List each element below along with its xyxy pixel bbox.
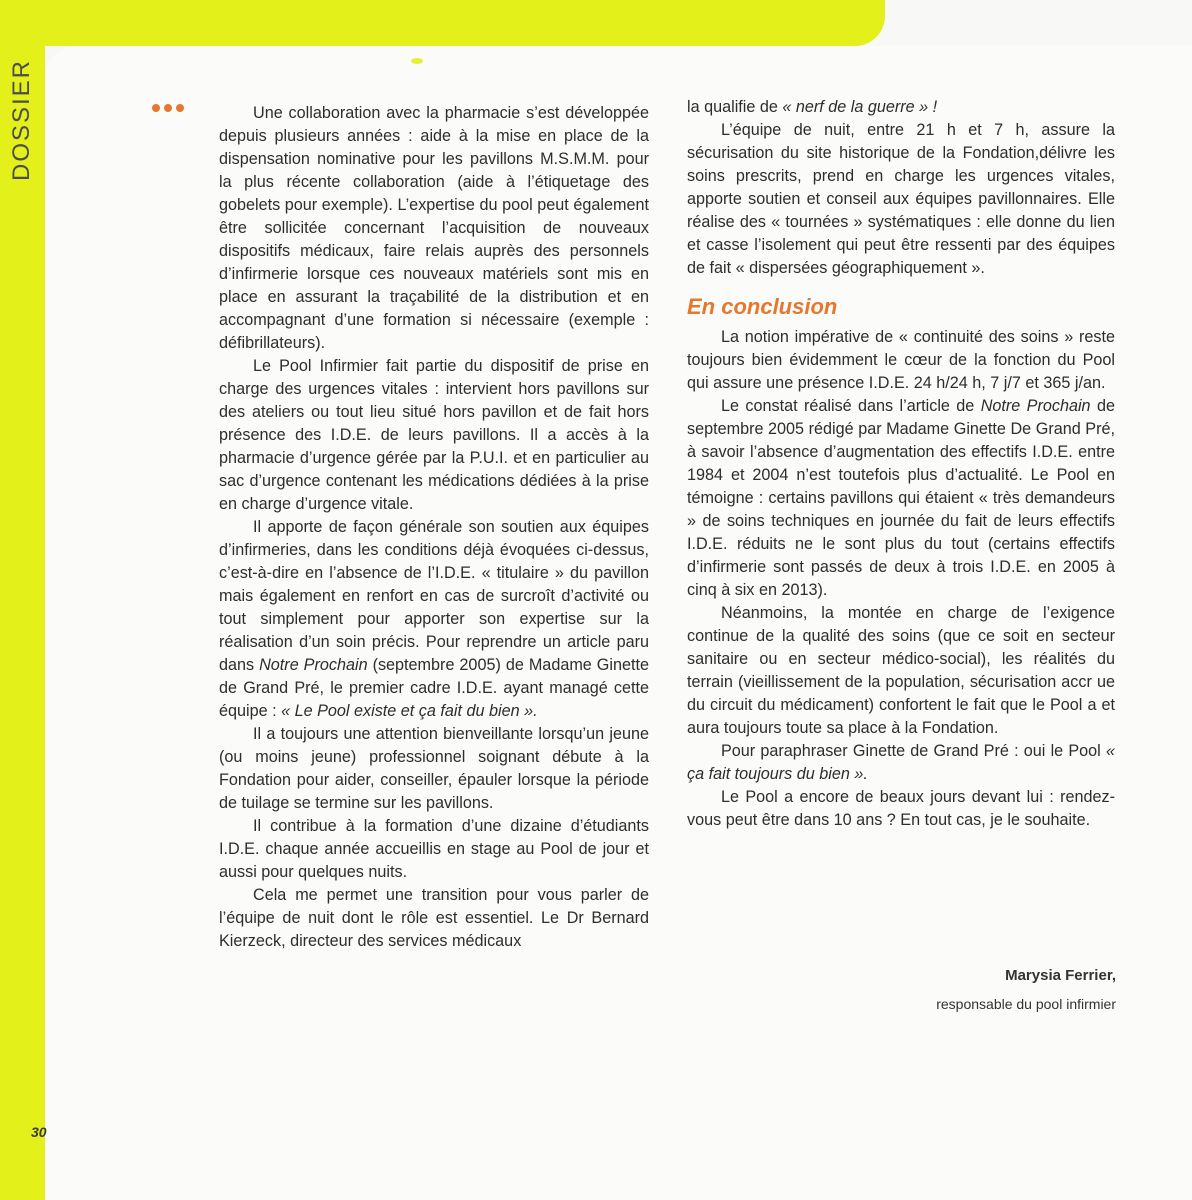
author-role: responsable du pool infirmier <box>936 996 1116 1012</box>
paragraph: Le Pool Infirmier fait partie du dispositif de prise en charge des urgences vitales : intervient hors pavillons sur des ateliers ou tout lieu situé hors pavillon et de fait hors présence des I.D.E. de leurs pavillons. Il a accès à la pharmacie d’urgence gérée par la P.U.I. et en particulier au sac d’urgence contenant les médications dédiées à la prise en charge d’urgence vitale. <box>219 357 649 513</box>
section-label-text: DOSSIER <box>8 58 35 182</box>
decorative-dot <box>411 58 423 64</box>
paragraph: Il a toujours une attention bienveillante lorsqu’un jeune (ou moins jeune) professionnel soignant débute à la Fondation pour aider, conseiller, épauler lorsque la période de tuilage se termine sur les pavillons. <box>219 725 649 812</box>
paragraph: L’équipe de nuit, entre 21 h et 7 h, assure la sécurisation du site historique de la Fondation,délivre les soins prescrits, prend en charge les urgences vitales, apporte soutien et conseil aux équipes pavillonnaires. Elle réalise des « tournées » systématiques : elle donne du lien et casse l’isolement qui peut être ressenti par des équipes de fait « dispersées géographiquement ». <box>687 121 1115 277</box>
paragraph: Néanmoins, la montée en charge de l’exigence continue de la qualité des soins (que ce soit en secteur sanitaire ou en secteur médico-social), les réalités du terrain (vieillissement de la population, sécurisation accr ue du circuit du médicament) confortent le fait que le Pool a et aura toujours toute sa place à la Fondation. <box>687 604 1115 737</box>
signature-block <box>936 965 1116 1015</box>
left-column <box>219 102 649 953</box>
page-number: 30 <box>31 1124 47 1140</box>
continuation-bullets-icon <box>152 104 184 112</box>
paragraph: Il contribue à la formation d’une dizaine d’étudiants I.D.E. chaque année accueillis en stage au Pool de jour et aussi pour quelques nuits. <box>219 817 649 881</box>
paragraph: Il apporte de façon générale son soutien aux équipes d’infirmeries, dans les conditions déjà évoquées ci-dessus, c’est-à-dire en l’absence de l’I.D.E. « titulaire » du pavillon mais également en renfort en cas de surcroît d’activité ou tout simplement pour apporter son expertise sur la réalisation d’un soin précis. Pour reprendre un article paru dans Notre Prochain (septembre 2005) de Madame Ginette de Grand Pré, le premier cadre I.D.E. ayant managé cette équipe : « Le Pool existe et ça fait du bien ». <box>219 518 649 720</box>
paragraph: Le constat réalisé dans l’article de Notre Prochain de septembre 2005 rédigé par Madame Ginette De Grand Pré, à savoir l’absence d’augmentation des effectifs I.D.E. entre 1984 et 2004 n’est toutefois plus d’actualité. Le Pool en témoigne : certains pavillons qui étaient « très demandeurs » de soins techniques en journée du fait de leurs effectifs I.D.E. réduits ne le sont plus du tout (certains effectifs d’infirmerie sont passés de deux à trois I.D.E. en 2005 à cinq à six en 2013). <box>687 397 1115 599</box>
section-label <box>2 40 42 200</box>
paragraph: La notion impérative de « continuité des soins » reste toujours bien évidemment le cœur de la fonction du Pool qui assure une présence I.D.E. 24 h/24 h, 7 j/7 et 365 j/an. <box>687 328 1115 392</box>
right-column <box>687 96 1115 832</box>
yellow-top-band <box>0 0 885 46</box>
section-heading: En conclusion <box>687 294 838 319</box>
paragraph: Une collaboration avec la pharmacie s’est développée depuis plusieurs années : aide à la mise en place de la dispensation nominative pour les pavillons M.S.M.M. pour la plus récente collaboration (aide à l’étiquetage des gobelets pour exemple). L’expertise du pool peut également être sollicitée concernant l’acquisition de nouveaux dispositifs médicaux, faire relais auprès des personnels d’infirmerie lorsque ces nouveaux matériels sont mis en place en assurant la traçabilité de la distribution et en accompagnant d’une formation si nécessaire (exemple : défibrillateurs). <box>219 104 649 352</box>
paragraph: Cela me permet une transition pour vous parler de l’équipe de nuit dont le rôle est essentiel. Le Dr Bernard Kierzeck, directeur des services médicaux <box>219 886 649 950</box>
author-name: Marysia Ferrier, <box>1005 967 1116 984</box>
bullet-dot-icon <box>176 104 184 112</box>
paragraph: Le Pool a encore de beaux jours devant lui : rendez-vous peut être dans 10 ans ? En tout cas, je le souhaite. <box>687 788 1115 829</box>
bullet-dot-icon <box>164 104 172 112</box>
bullet-dot-icon <box>152 104 160 112</box>
paragraph: Pour paraphraser Ginette de Grand Pré : oui le Pool « ça fait toujours du bien ». <box>687 742 1115 783</box>
paragraph: la qualifie de « nerf de la guerre » ! <box>687 98 938 116</box>
